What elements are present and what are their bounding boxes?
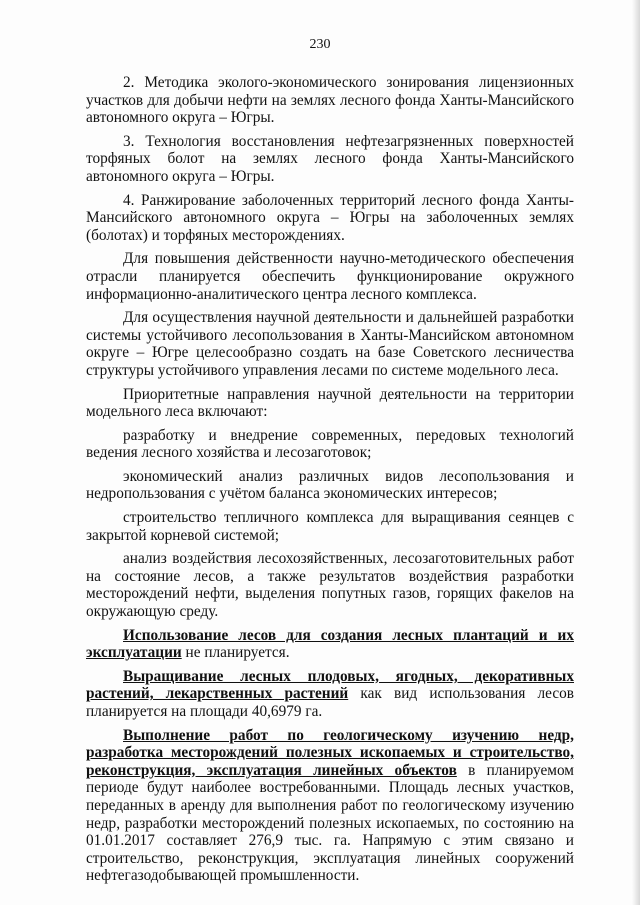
section-heading-plantations: Использование лесов для создания лесных плантаций и их эксплуатации <box>86 626 574 662</box>
paragraph-item-3: 3. Технология восстановления нефтезагрязненных поверхностей торфяных болот на землях лесного фонда Ханты-Мансийского автономного округа – Югры. <box>86 132 574 185</box>
paragraph-priority-economic-analysis: экономический анализ различных видов лесопользования и недропользования с учётом баланса экономических интересов; <box>86 467 574 503</box>
paragraph-item-4: 4. Ранжирование заболоченных территорий лесного фонда Ханты-Мансийского автономного округа – Югры на заболоченных землях (болотах) и торфяных месторождениях. <box>86 191 574 244</box>
paragraph-plant-cultivation <box>86 668 574 721</box>
page-edge-shadow <box>632 0 640 905</box>
paragraph-text: в планируемом периоде будут наиболее востребованными. Площадь лесных участков, переданных в аренду для выполнения работ по геологическому изучению недр, разработки месторождений полезных ископаемых, по состоянию на 01.01.2017 составляет 276,9 тыс. га. Напрямую с этим связано и строительство, реконструкция, эксплуатация линейных сооружений нефтегазодобывающей промышленности. <box>86 761 574 885</box>
section-heading-cultivation: Выращивание лесных плодовых, ягодных, декоративных растений, лекарственных растений <box>86 667 574 703</box>
page-number: 230 <box>309 37 331 52</box>
paragraph-methodical-support: Для повышения действенности научно-методического обеспечения отрасли планируется обеспечить функционирование окружного информационно-аналитического центра лесного комплекса. <box>86 250 574 303</box>
paragraph-text: не планируется. <box>181 644 290 662</box>
document-body <box>86 74 574 891</box>
paragraph-item-2: 2. Методика эколого-экономического зонирования лицензионных участков для добычи нефти на землях лесного фонда Ханты-Мансийского автономного округа – Югры. <box>86 74 574 127</box>
paragraph-priorities-intro: Приоритетные направления научной деятельности на территории модельного леса включают: <box>86 385 574 421</box>
paragraph-forest-plantations <box>86 627 574 662</box>
section-heading-geology: Выполнение работ по геологическому изучению недр, разработка месторождений полезных ископаемых и строительство, реконструкция, эксплуатация линейных объектов <box>86 726 574 779</box>
paragraph-priority-impact-analysis: анализ воздействия лесохозяйственных, лесозаготовительных работ на состояние лесов, а также результатов воздействия разработки месторождений нефти, выделения попутных газов, горящих факелов на окружающую среду. <box>86 550 574 621</box>
paragraph-model-forest: Для осуществления научной деятельности и дальнейшей разработки системы устойчивого лесопользования в Ханты-Мансийском автономном округе – Югре целесообразно создать на базе Советского лесничества структуры устойчивого управления лесами по системе модельного леса. <box>86 309 574 379</box>
paragraph-priority-technologies: разработку и внедрение современных, передовых технологий ведения лесного хозяйства и лесозаготовок; <box>86 426 574 462</box>
paragraph-geological-works <box>86 727 574 885</box>
paragraph-text: как вид использования лесов планируется на площади 40,6979 га. <box>86 685 574 720</box>
paragraph-priority-greenhouse: строительство тепличного комплекса для выращивания сеянцев с закрытой корневой системой; <box>86 509 574 544</box>
